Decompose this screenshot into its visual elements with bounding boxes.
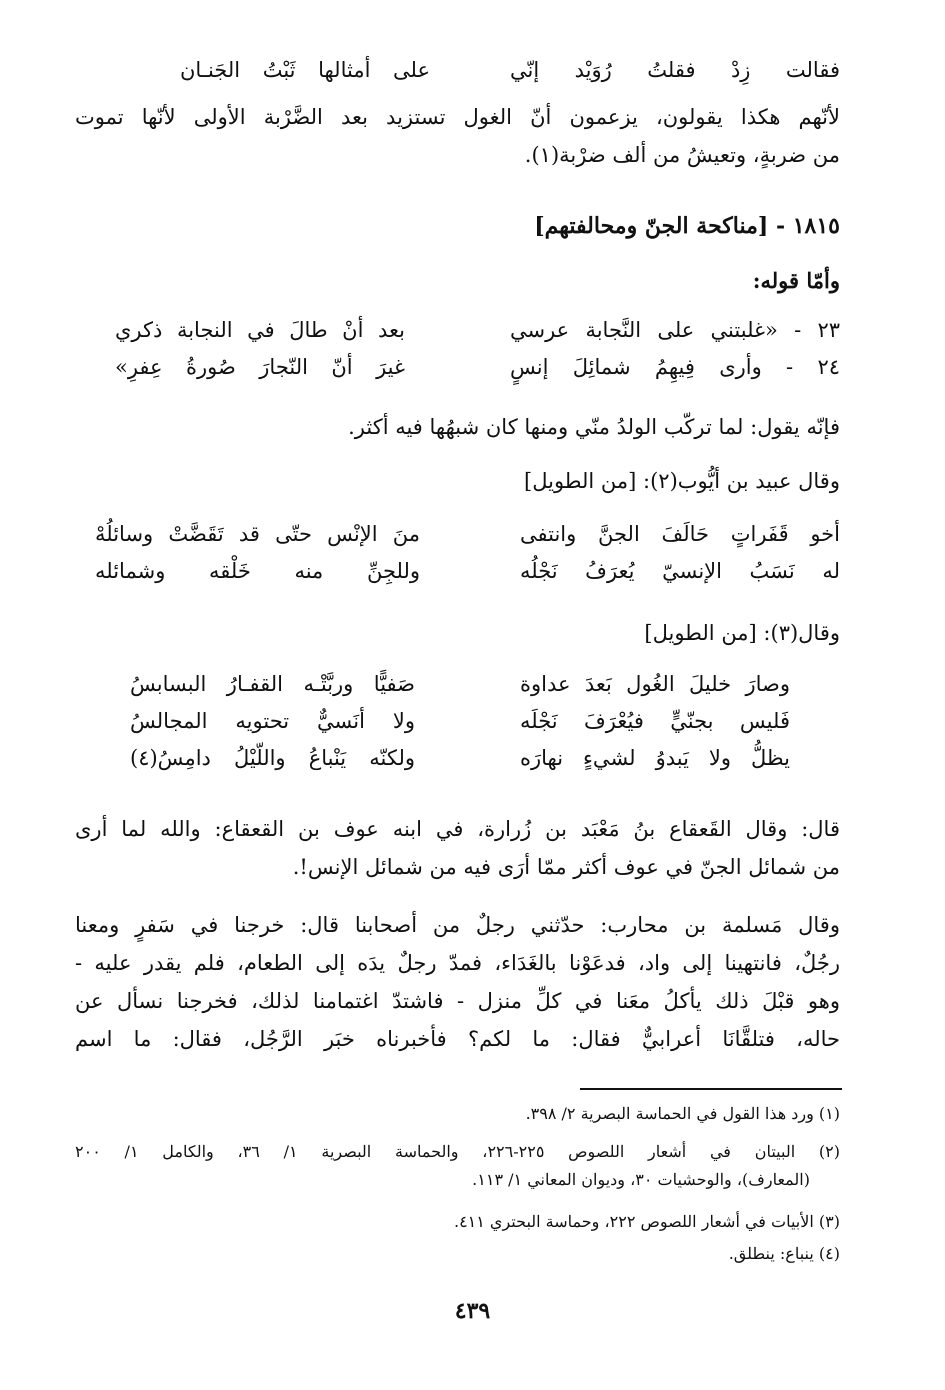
second-hemistich: ولكنّه يَنْباعُ واللّيْلُ دامِسُ(٤) — [130, 746, 415, 770]
second-hemistich: منَ الإنْس حتّى قد تَقَضَّتْ وسائلُهْ — [95, 522, 420, 546]
second-hemistich: بعد أنْ طالَ في النجابة ذكري — [115, 318, 405, 342]
paragraph-ghoul — [75, 98, 840, 174]
footnote-line: (المعارف)، والوحشيات ٣٠، وديوان المعاني ١/ ١١٣. — [472, 1170, 810, 1189]
attribution-second: وقال(٣): [من الطويل] — [644, 621, 840, 645]
first-hemistich: ٢٤ - وأرى فِيهِمُ شمائِلَ إنسٍ — [510, 355, 840, 379]
second-hemistich: على أمثالها ثَبْتُ الجَنـان — [180, 58, 430, 82]
first-hemistich: فقالت زِدْ فقلتُ رُوَيْد إنّي — [510, 58, 840, 82]
verse-row — [100, 52, 840, 89]
paragraph-line: رجُلٌ، فانتهينا إلى واد، فدعَوْنا بالغَدَاء، فمدّ رجلٌ يدَه إلى الطعام، فلم يقدر عليه - — [75, 951, 840, 975]
first-hemistich: له نَسَبُ الإنسيّ يُعرَفُ نَجْلُه — [520, 559, 840, 583]
verses-ubayd — [95, 516, 840, 590]
verse-row — [95, 553, 840, 590]
verse-row — [100, 666, 840, 703]
footnote-4: (٤) ينباع: ينطلق. — [728, 1244, 840, 1263]
footnote-1: (١) ورد هذا القول في الحماسة البصرية ٢/ ٣٩٨. — [525, 1104, 840, 1123]
paragraph-line: وقال مَسلمة بن محارب: حدّثني رجلٌ من أصحابنا قال: خرجنا في سَفرٍ ومعنا — [75, 913, 840, 937]
intro-text: وأمّا قوله: — [752, 268, 840, 293]
paragraph-qaqa — [75, 810, 840, 886]
second-hemistich: غيرَ أنّ النّجارَ صُورةُ عِفرِ» — [115, 355, 405, 379]
footnote-line: (٢) البيتان في أشعار اللصوص ٢٢٥-٢٢٦، والحماسة البصرية ١/ ٣٦، والكامل ١/ ٢٠٠ — [75, 1142, 840, 1161]
second-hemistich: ولا أنَسيٌّ تحتويه المجالسُ — [130, 709, 415, 733]
paragraph-line: وهو قبْلَ ذلك يأكلُ معَنا في كلِّ منزل - فاشتدّ اغتمامنا لذلك، فخرجنا نسأل عن — [75, 989, 840, 1013]
first-hemistich: أخو قَفَراتٍ حَالَفَ الجنَّ وانتفى — [520, 522, 840, 546]
paragraph-line: لأنّهم هكذا يقولون، يزعمون أنّ الغول تستزيد بعد الضَّرْبة الأولى لأنّها تموت — [75, 105, 840, 129]
paragraph-maslama — [75, 906, 840, 1058]
verses-23-24 — [100, 312, 840, 386]
paragraph-line: حاله، فتلقَّانَا أعرابيٌّ فقال: ما لكم؟ فأخبرناه خبَر الرَّجُل، فقال: ما اسم — [75, 1027, 840, 1051]
paragraph-line: قال: وقال القَعقاع بنُ مَعْبَد بن زُرارة، في ابنه عوف بن القعقاع: والله لما أرى — [75, 817, 840, 841]
attribution-ubayd: وقال عبيد بن أيُّوب(٢): [من الطويل] — [524, 469, 840, 493]
page-number: ٤٣٩ — [454, 1298, 491, 1324]
footnote-divider — [580, 1088, 842, 1090]
verses-second — [100, 666, 840, 777]
verse-row — [100, 312, 840, 349]
first-hemistich: ٢٣ - «غلبتني على النَّجابة عرسي — [510, 318, 840, 342]
footnote-3: (٣) الأبيات في أشعار اللصوص ٢٢٢، وحماسة البحتري ٤١١. — [453, 1212, 840, 1231]
verse-row — [100, 349, 840, 386]
verse-row — [95, 516, 840, 553]
first-hemistich: فَليس بجنّيٍّ فيُعْرَفَ نَجْلَه — [520, 709, 790, 733]
verse-row — [100, 703, 840, 740]
opening-verse — [100, 52, 840, 89]
verse-row — [100, 740, 840, 777]
paragraph-line: من شمائل الجنّ في عوف أكثر ممّا أرَى فيه من شمائل الإنس!. — [292, 855, 840, 879]
first-hemistich: يظلُّ ولا يَبدوُ لشيءٍ نهارَه — [520, 746, 790, 770]
first-hemistich: وصارَ خليلَ الغُول بَعدَ عداوة — [520, 672, 790, 696]
section-heading: ١٨١٥ - [مناكحة الجنّ ومحالفتهم] — [534, 213, 840, 239]
paragraph-explanation: فإنّه يقول: لما تركّب الولدُ منّي ومنها كان شبهُها فيه أكثر. — [348, 415, 840, 439]
second-hemistich: صَفيًّا وربَّتْـه القفـارُ البسابسُ — [130, 672, 415, 696]
second-hemistich: وللجِنِّ منه خَلْقه وشمائله — [95, 559, 420, 583]
paragraph-line: من ضربةٍ، وتعيشُ من ألف ضرْبة(١). — [524, 143, 840, 167]
footnote-2 — [75, 1138, 840, 1194]
